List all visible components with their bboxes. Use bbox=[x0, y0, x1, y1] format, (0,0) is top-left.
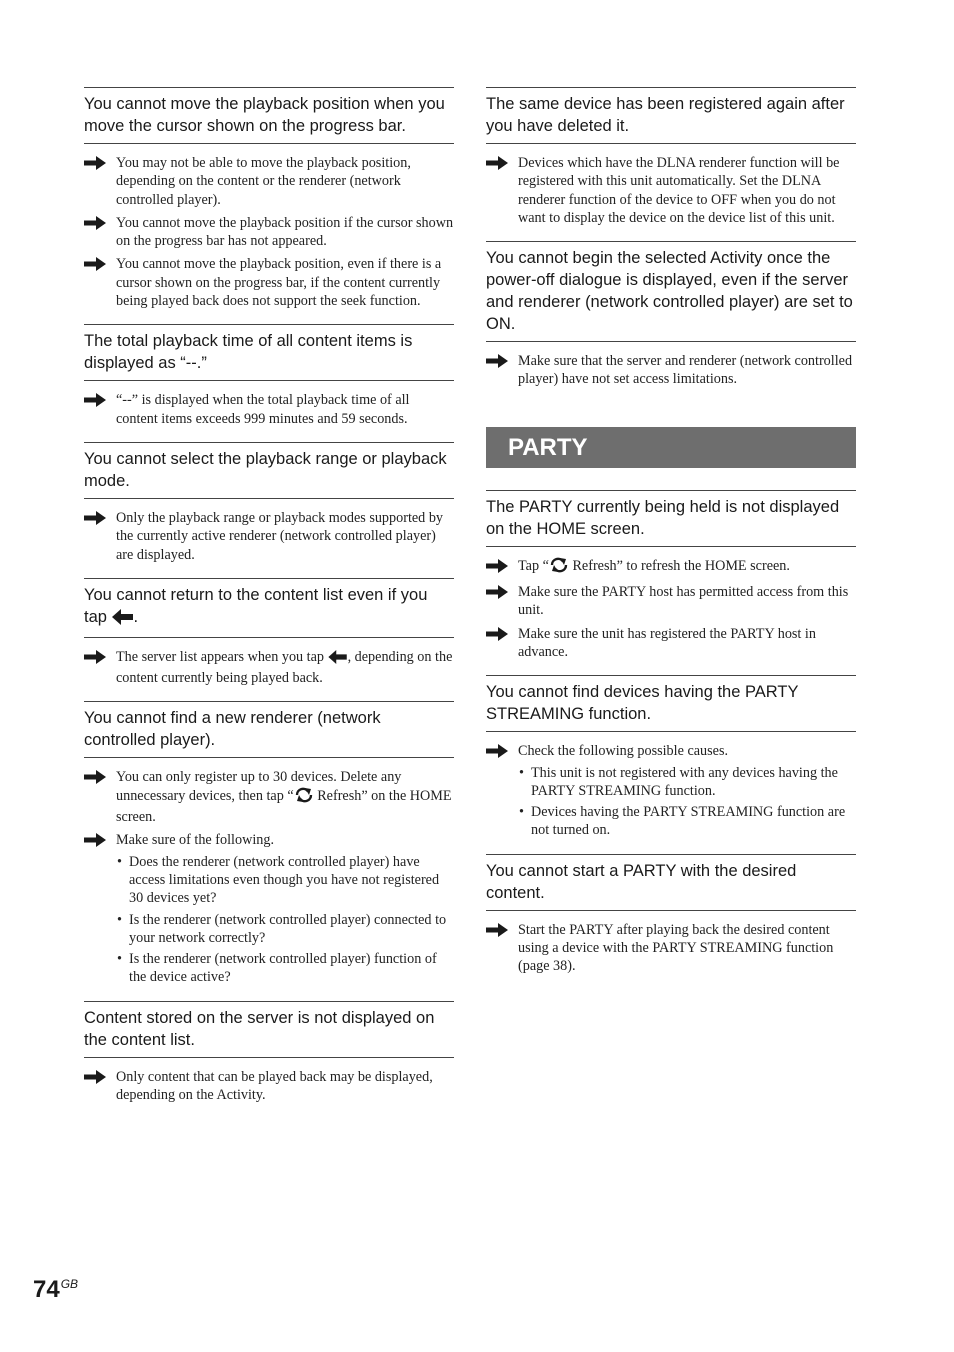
item-text bbox=[116, 831, 454, 986]
bullet-list bbox=[116, 853, 454, 987]
section-heading: The same device has been registered again after you have deleted it. bbox=[486, 87, 856, 144]
list-item bbox=[84, 214, 454, 251]
section-heading: You cannot find devices having the PARTY STREAMING function. bbox=[486, 675, 856, 732]
section-same-device-registered bbox=[486, 87, 856, 241]
refresh-icon bbox=[549, 557, 569, 578]
bullet-item: • Is the renderer (network controlled player) connected to your network correctly? bbox=[116, 911, 454, 948]
right-arrow-icon bbox=[486, 352, 518, 370]
list-item bbox=[84, 391, 454, 428]
item-text: You cannot move the playback position, even if there is a cursor shown on the progress bar, if the content currently being played back does not support the seek function. bbox=[116, 256, 442, 310]
section-heading: You cannot start a PARTY with the desired content. bbox=[486, 854, 856, 911]
section-heading: Content stored on the server is not displayed on the content list. bbox=[84, 1001, 454, 1058]
list-item bbox=[84, 509, 454, 564]
section-playback-position bbox=[84, 87, 454, 324]
list-item bbox=[84, 831, 454, 986]
list-item bbox=[84, 1068, 454, 1105]
list-item bbox=[486, 557, 856, 578]
right-arrow-icon bbox=[486, 557, 518, 575]
right-arrow-icon bbox=[84, 768, 116, 786]
item-list bbox=[486, 144, 856, 241]
item-text-part: Check the following possible causes. bbox=[518, 743, 729, 760]
list-item bbox=[486, 625, 856, 662]
party-section-banner: PARTY bbox=[486, 427, 856, 468]
section-heading: You cannot begin the selected Activity once the power-off dialogue is displayed, even if the server and renderer (network controlled player) are set to ON. bbox=[486, 241, 856, 342]
right-arrow-icon bbox=[84, 1068, 116, 1086]
item-list bbox=[84, 638, 454, 702]
item-text: Only content that can be played back may be displayed, depending on the Activity. bbox=[116, 1068, 433, 1104]
section-begin-activity bbox=[486, 241, 856, 403]
page-number bbox=[33, 1276, 78, 1304]
bullet-item: • Is the renderer (network controlled player) function of the device active? bbox=[116, 950, 454, 987]
section-heading: You cannot move the playback position when you move the cursor shown on the progress bar. bbox=[84, 87, 454, 144]
bullet-list bbox=[518, 764, 856, 840]
right-arrow-icon bbox=[84, 255, 116, 273]
list-item bbox=[486, 921, 856, 976]
bullet-item: • Does the renderer (network controlled player) have access limitations even though you have not registered 30 devices yet? bbox=[116, 853, 454, 908]
page-number-suffix: GB bbox=[60, 1277, 79, 1291]
item-list bbox=[84, 144, 454, 324]
section-start-party bbox=[486, 854, 856, 990]
right-arrow-icon bbox=[486, 154, 518, 172]
item-list bbox=[84, 758, 454, 1000]
section-total-playback-time bbox=[84, 324, 454, 442]
item-text bbox=[116, 648, 454, 688]
section-heading: The PARTY currently being held is not displayed on the HOME screen. bbox=[486, 490, 856, 547]
back-arrow-icon bbox=[112, 609, 134, 631]
section-new-renderer bbox=[84, 701, 454, 1000]
item-text-part: Refresh” on the HOME screen. bbox=[116, 787, 452, 826]
item-text: Make sure the unit has registered the PARTY host in advance. bbox=[518, 625, 816, 660]
item-text: Only the playback range or playback modes supported by the currently active renderer (network controlled player) are displayed. bbox=[116, 509, 444, 563]
item-text: Devices which have the DLNA renderer function will be registered with this unit automatically. Set the DLNA renderer function of the device to OFF when you do not want to display the device on the device list of this unit. bbox=[518, 155, 840, 226]
bullet-item: • This unit is not registered with any devices having the PARTY STREAMING function. bbox=[518, 764, 856, 801]
right-arrow-icon bbox=[486, 625, 518, 643]
item-text-part: , depending on the content currently being played back. bbox=[116, 648, 453, 687]
list-item bbox=[486, 742, 856, 839]
list-item bbox=[84, 255, 454, 310]
right-arrow-icon bbox=[486, 742, 518, 760]
item-text: “--” is displayed when the total playback time of all content items exceeds 999 minutes and 59 seconds. bbox=[116, 392, 410, 427]
item-list bbox=[486, 911, 856, 990]
section-playback-range bbox=[84, 442, 454, 578]
right-column bbox=[486, 87, 856, 990]
left-column bbox=[84, 87, 454, 1118]
heading-text: You cannot return to the content list even if you tap bbox=[84, 585, 428, 626]
item-text: Start the PARTY after playing back the desired content using a device with the PARTY STREAMING function (page 38). bbox=[518, 921, 834, 975]
section-party-not-displayed bbox=[486, 490, 856, 675]
right-arrow-icon bbox=[84, 509, 116, 527]
item-text: Make sure that the server and renderer (network controlled player) have not set access limitations. bbox=[518, 353, 853, 388]
item-list bbox=[486, 547, 856, 675]
right-arrow-icon bbox=[84, 214, 116, 232]
item-text bbox=[518, 742, 856, 839]
list-item bbox=[486, 583, 856, 620]
section-heading: You cannot find a new renderer (network controlled player). bbox=[84, 701, 454, 758]
right-arrow-icon bbox=[486, 921, 518, 939]
item-text bbox=[116, 768, 454, 826]
item-text-part: Refresh” to refresh the HOME screen. bbox=[568, 557, 790, 574]
item-text-part: Make sure of the following. bbox=[116, 832, 274, 849]
page-number-value: 74 bbox=[33, 1276, 60, 1303]
item-text: You may not be able to move the playback position, depending on the content or the renderer (network controlled player). bbox=[116, 155, 411, 208]
item-text-part: You can only register up to 30 devices. Delete any unnecessary devices, then tap “ bbox=[116, 769, 402, 804]
list-item bbox=[84, 154, 454, 209]
section-content-not-displayed bbox=[84, 1001, 454, 1119]
item-text-part: Tap “ bbox=[518, 557, 549, 574]
item-list bbox=[84, 381, 454, 442]
list-item bbox=[84, 648, 454, 688]
section-party-streaming bbox=[486, 675, 856, 853]
item-text: Make sure the PARTY host has permitted access from this unit. bbox=[518, 584, 849, 619]
item-text: You cannot move the playback position if the cursor shown on the progress bar has not appeared. bbox=[116, 214, 454, 250]
refresh-icon bbox=[294, 787, 314, 808]
back-arrow-icon bbox=[328, 650, 348, 669]
right-arrow-icon bbox=[84, 648, 116, 666]
right-arrow-icon bbox=[84, 154, 116, 172]
list-item bbox=[84, 768, 454, 826]
heading-text-end: . bbox=[133, 607, 139, 626]
item-text bbox=[518, 557, 856, 578]
section-heading: You cannot select the playback range or playback mode. bbox=[84, 442, 454, 499]
item-list bbox=[84, 499, 454, 578]
item-text-part: The server list appears when you tap bbox=[116, 648, 325, 665]
section-heading: The total playback time of all content items is displayed as “--.” bbox=[84, 324, 454, 381]
list-item bbox=[486, 352, 856, 389]
right-arrow-icon bbox=[486, 583, 518, 601]
bullet-item: • Devices having the PARTY STREAMING function are not turned on. bbox=[518, 803, 856, 840]
list-item bbox=[486, 154, 856, 227]
right-arrow-icon bbox=[84, 391, 116, 409]
section-return-content-list bbox=[84, 578, 454, 702]
item-list bbox=[486, 732, 856, 853]
item-list bbox=[84, 1058, 454, 1119]
section-heading bbox=[84, 578, 454, 638]
item-list bbox=[486, 342, 856, 403]
right-arrow-icon bbox=[84, 831, 116, 849]
